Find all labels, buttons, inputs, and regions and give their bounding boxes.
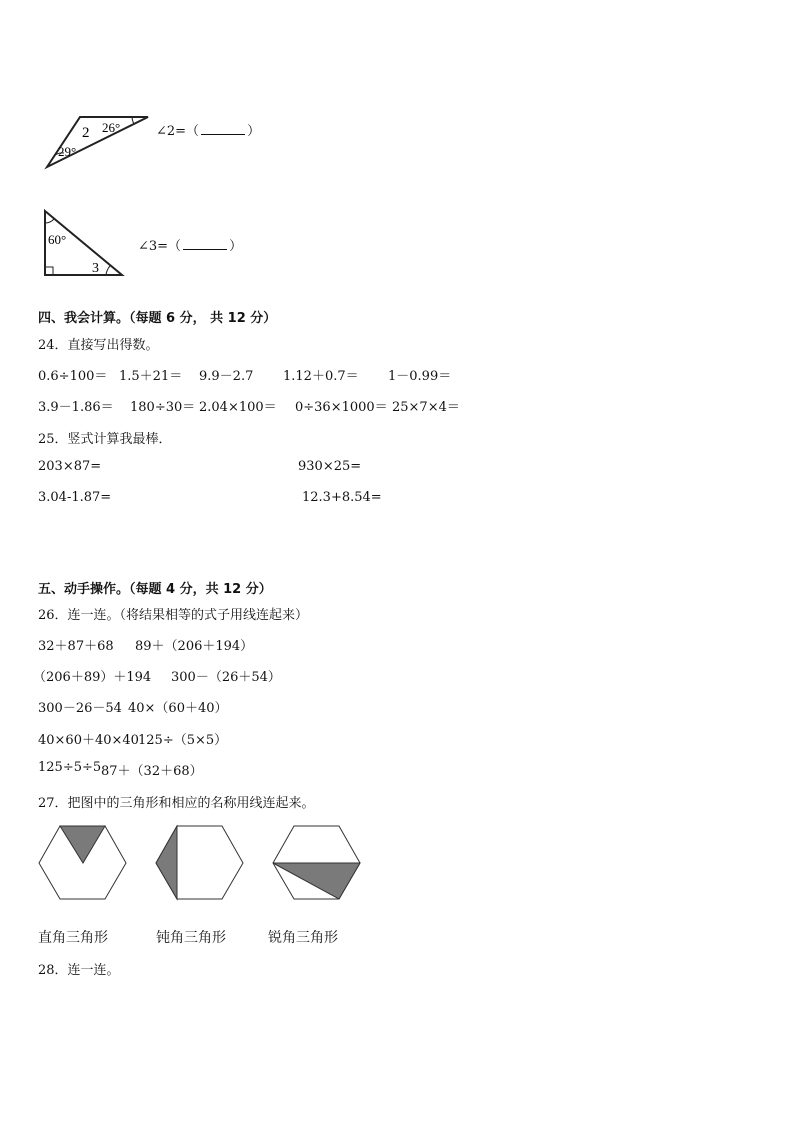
q24-item: 180÷30＝ bbox=[130, 400, 196, 415]
q26-left-item[interactable]: （206＋89）＋194 bbox=[33, 670, 152, 685]
angle-26-label: 26° bbox=[102, 120, 121, 135]
q25-title: 25．竖式计算我最棒． bbox=[38, 432, 172, 447]
q25-item: 12.3+8.54= bbox=[302, 490, 382, 505]
angle3-label: 3 bbox=[92, 261, 99, 276]
angle3-answer-blank[interactable] bbox=[183, 239, 227, 250]
q24-item: 3.9－1.86＝ bbox=[38, 400, 114, 415]
q24-item: 1.12＋0.7＝ bbox=[283, 369, 359, 384]
q26-right-item[interactable]: 89＋（206＋194） bbox=[135, 639, 254, 654]
q25-item: 930×25= bbox=[298, 459, 362, 474]
q24-item: 9.9－2.7 bbox=[199, 369, 254, 384]
section5-title: 五、动手操作。（每题 4 分，共 12 分） bbox=[38, 582, 272, 597]
triangle-angle2-figure bbox=[44, 112, 154, 172]
triangle-name-acute[interactable]: 锐角三角形 bbox=[268, 930, 338, 946]
q26-left-item[interactable]: 40×60＋40×40 bbox=[38, 733, 139, 748]
triangle-name-right[interactable]: 直角三角形 bbox=[38, 930, 108, 946]
q26-right-item[interactable]: 40×（60＋40） bbox=[128, 701, 228, 716]
q28-title: 28．连一连。 bbox=[38, 963, 120, 978]
q26-left-item[interactable]: 300－26－54 bbox=[38, 701, 122, 716]
angle3-prefix: ∠3=（ bbox=[138, 239, 182, 254]
q26-right-item[interactable]: 300－（26＋54） bbox=[171, 670, 281, 685]
angle3-suffix: ） bbox=[229, 239, 243, 254]
q25-item: 3.04-1.87= bbox=[38, 490, 112, 505]
q26-left-item[interactable]: 32＋87＋68 bbox=[38, 639, 114, 654]
triangle-angle3-figure bbox=[42, 208, 128, 280]
angle2-label: 2 bbox=[82, 125, 90, 141]
angle3-question bbox=[138, 235, 242, 254]
angle2-prefix: ∠2=（ bbox=[156, 124, 200, 139]
angle-29-label: 29° bbox=[58, 144, 77, 159]
q24-item: 25×7×4＝ bbox=[392, 400, 460, 415]
q24-item: 1.5＋21＝ bbox=[119, 369, 183, 384]
q27-title: 27．把图中的三角形和相应的名称用线连起来。 bbox=[38, 796, 315, 811]
hexagon-figure-3[interactable] bbox=[272, 825, 362, 901]
triangle-name-obtuse[interactable]: 钝角三角形 bbox=[156, 930, 226, 946]
q24-title: 24．直接写出得数。 bbox=[38, 338, 159, 353]
shaded-triangle bbox=[156, 826, 177, 899]
hexagon-figure-1[interactable] bbox=[38, 825, 128, 901]
q24-item: 1－0.99＝ bbox=[388, 369, 452, 384]
q26-title: 26．连一连。（将结果相等的式子用线连起来） bbox=[38, 608, 309, 623]
section4-title: 四、我会计算。（每题 6 分， 共 12 分） bbox=[38, 311, 277, 326]
angle-60-label: 60° bbox=[48, 232, 67, 247]
angle2-answer-blank[interactable] bbox=[201, 124, 245, 135]
q26-right-item[interactable]: 87＋（32＋68） bbox=[101, 764, 203, 779]
q24-item: 2.04×100＝ bbox=[199, 400, 277, 415]
angle2-question bbox=[156, 120, 260, 139]
q24-item: 0.6÷100＝ bbox=[38, 369, 108, 384]
q25-item: 203×87= bbox=[38, 459, 102, 474]
q26-left-item[interactable]: 125÷5÷5 bbox=[38, 760, 102, 775]
q26-right-item[interactable]: 125÷（5×5） bbox=[138, 733, 228, 748]
hexagon-figure-2[interactable] bbox=[155, 825, 245, 901]
angle2-suffix: ） bbox=[247, 124, 261, 139]
q24-item: 0÷36×1000＝ bbox=[295, 400, 388, 415]
